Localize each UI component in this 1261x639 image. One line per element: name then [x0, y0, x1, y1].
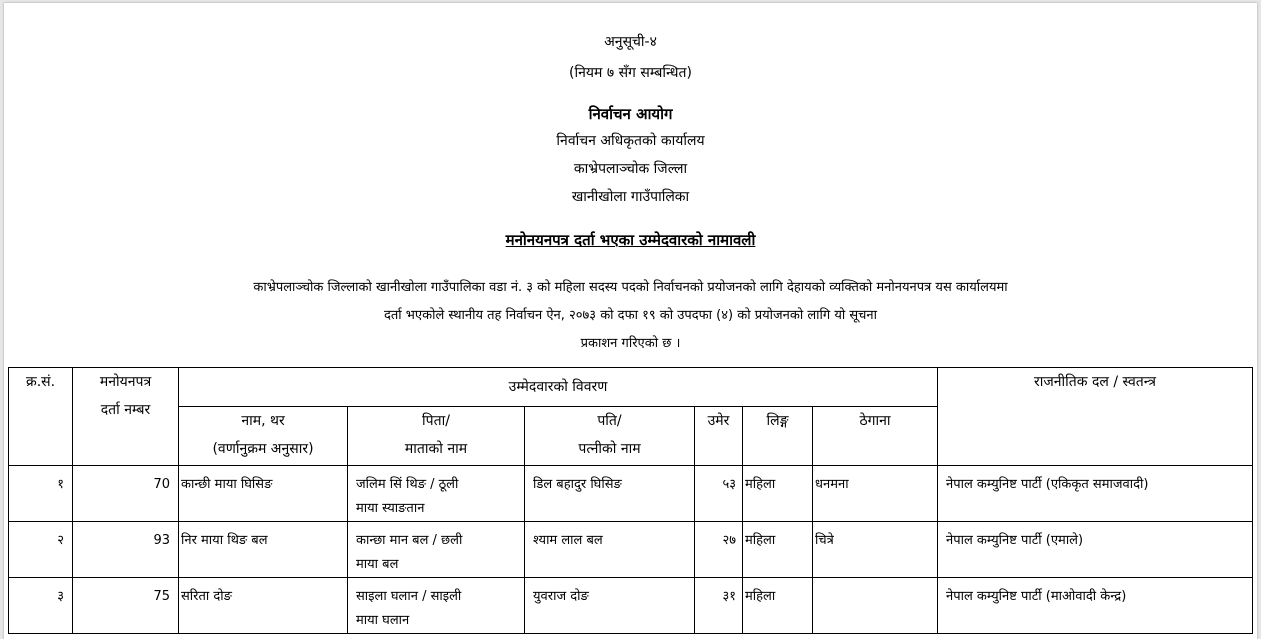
table-row	[9, 578, 1253, 634]
address-cell: चित्रे	[813, 522, 938, 578]
address-cell: धनमना	[813, 466, 938, 522]
schedule-label: अनुसूची-४	[604, 34, 657, 50]
spouse-name-cell: युवराज दोङ	[525, 578, 695, 634]
age-cell: ३१	[695, 578, 743, 634]
registration-number-cell: 70	[73, 466, 179, 522]
serial-cell: १	[9, 466, 73, 522]
candidates-table	[8, 367, 1253, 634]
registration-number-cell: 93	[73, 522, 179, 578]
age-cell: २७	[695, 522, 743, 578]
municipality-name: खानीखोला गाउँपालिका	[571, 189, 690, 205]
spouse-name-cell: श्याम लाल बल	[525, 522, 695, 578]
address-cell	[813, 578, 938, 634]
notice-line-3: प्रकाशन गरिएको छ ।	[580, 336, 681, 351]
registration-number-header: मनोयनपत्र दर्ता नम्बर	[73, 368, 179, 466]
header-row-1	[9, 368, 1253, 407]
parent-name-cell: कान्छा मान बल / छली माया बल	[348, 522, 525, 578]
list-title: मनोनयनपत्र दर्ता भएका उम्मेदवारको नामावली	[505, 231, 756, 249]
document-page	[4, 3, 1257, 639]
candidate-name-cell: निर माया थिङ बल	[179, 522, 348, 578]
office-name: निर्वाचन अधिकृतको कार्यालय	[556, 133, 705, 149]
table-row	[9, 522, 1253, 578]
parent-name-cell: साइला घलान / साइली माया घलान	[348, 578, 525, 634]
party-cell: नेपाल कम्युनिष्ट पार्टी (माओवादी केन्द्र)	[938, 578, 1253, 634]
name-header: नाम, थर (वर्णानुक्रम अनुसार)	[179, 407, 348, 466]
candidate-name-cell: कान्छी माया घिसिङ	[179, 466, 348, 522]
spouse-name-cell: डिल बहादुर घिसिङ	[525, 466, 695, 522]
party-cell: नेपाल कम्युनिष्ट पार्टी (एकिकृत समाजवादी)	[938, 466, 1253, 522]
table-row	[9, 466, 1253, 522]
age-cell: ५३	[695, 466, 743, 522]
commission-title: निर्वाचन आयोग	[588, 105, 673, 123]
candidate-details-header: उम्मेदवारको विवरण	[179, 368, 938, 407]
party-cell: नेपाल कम्युनिष्ट पार्टी (एमाले)	[938, 522, 1253, 578]
serial-header: क्र.सं.	[9, 368, 73, 466]
notice-line-1: काभ्रेपलाञ्चोक जिल्लाको खानीखोला गाउँपालिका वडा नं. ३ को महिला सदस्य पदको निर्वाचनको प्रयोजनको लागि देहायको व्यक्तिको मनोनयनपत्र यस कार्यालयमा	[253, 280, 1008, 295]
address-header: ठेगाना	[813, 407, 938, 466]
registration-number-cell: 75	[73, 578, 179, 634]
district-name: काभ्रेपलाञ्चोक जिल्ला	[573, 161, 688, 177]
parent-name-cell: जलिम सिं थिङ / ठूली माया स्याङतान	[348, 466, 525, 522]
gender-cell: महिला	[743, 522, 813, 578]
gender-header: लिङ्ग	[743, 407, 813, 466]
serial-cell: २	[9, 522, 73, 578]
party-header: राजनीतिक दल / स्वतन्त्र	[938, 368, 1253, 466]
gender-cell: महिला	[743, 578, 813, 634]
gender-cell: महिला	[743, 466, 813, 522]
notice-line-2: दर्ता भएकोले स्थानीय तह निर्वाचन ऐन, २०७३ को दफा १९ को उपदफा (४) को प्रयोजनको लागि यो सूचना	[383, 308, 878, 323]
spouse-name-header: पति/ पत्नीको नाम	[525, 407, 695, 466]
age-header: उमेर	[695, 407, 743, 466]
rule-reference: (नियम ७ सँग सम्बन्धित)	[569, 65, 692, 81]
serial-cell: ३	[9, 578, 73, 634]
parent-name-header: पिता/ माताको नाम	[348, 407, 525, 466]
candidate-name-cell: सरिता दोङ	[179, 578, 348, 634]
